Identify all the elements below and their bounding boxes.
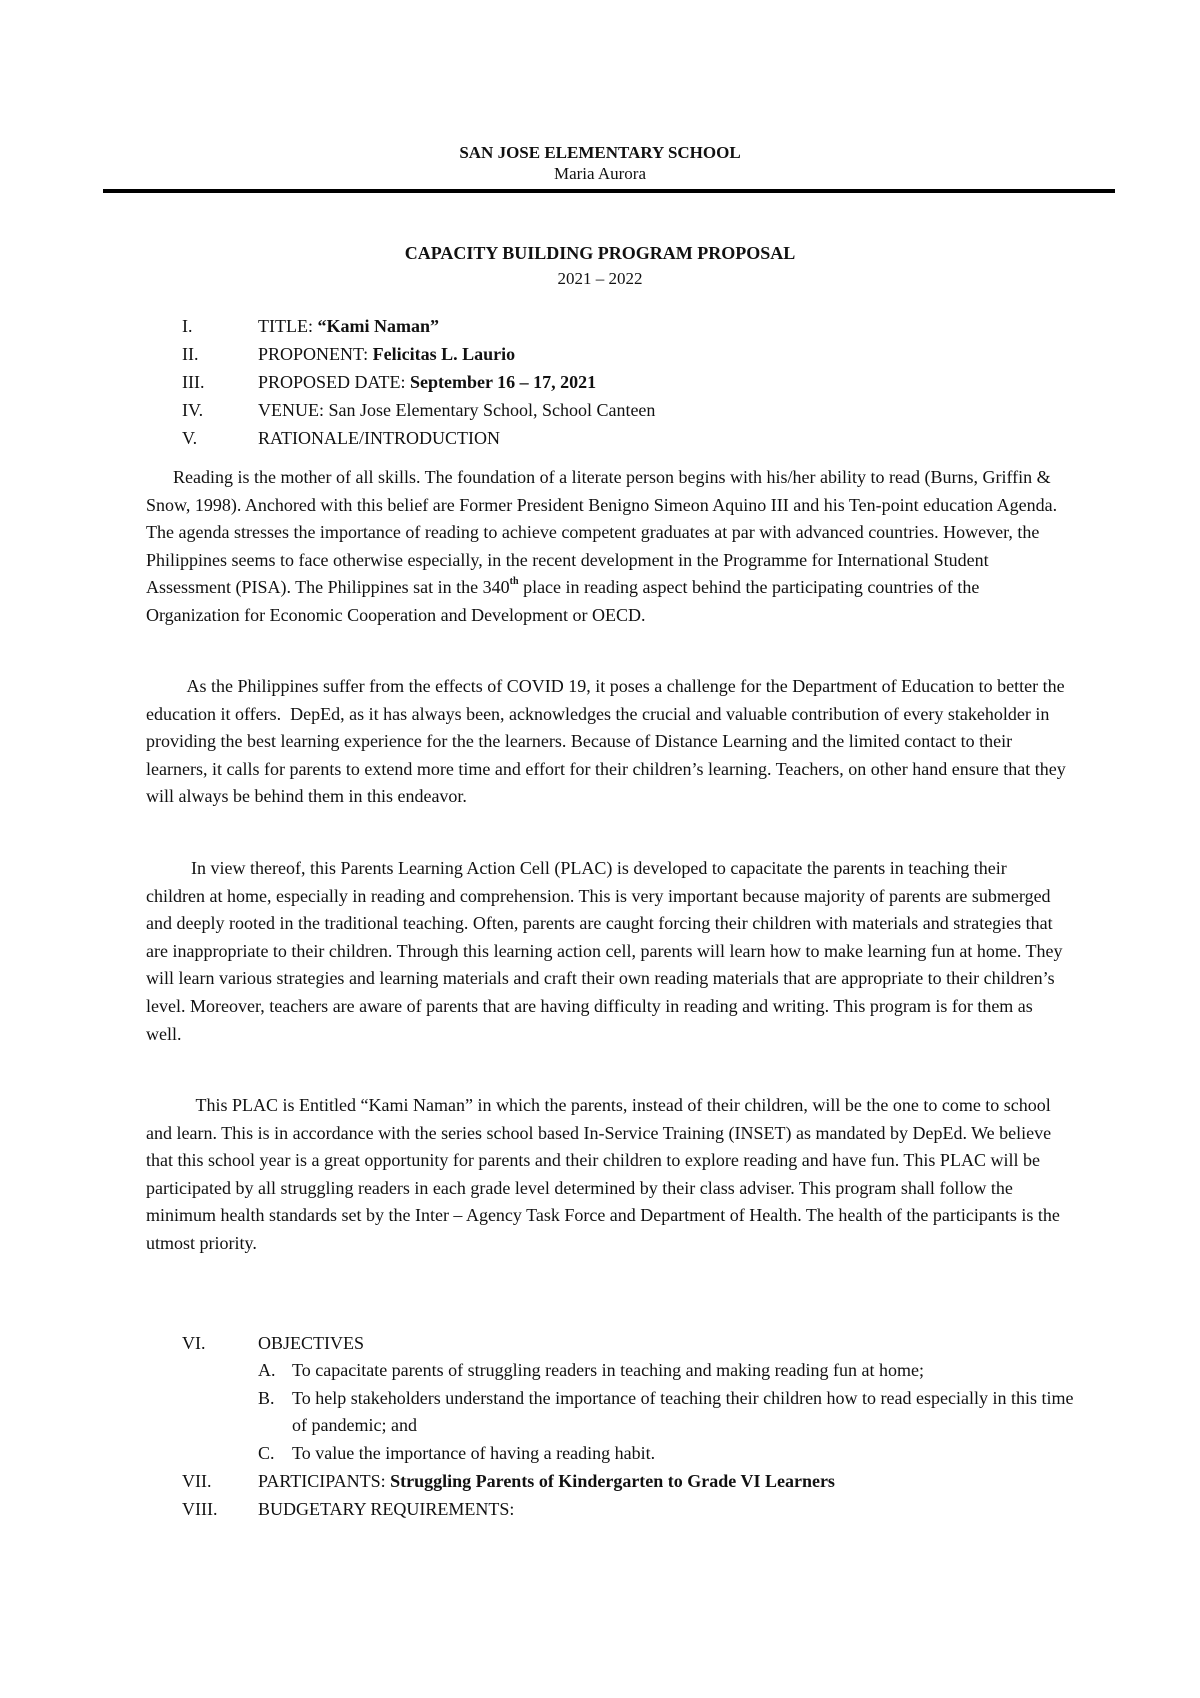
section-venue [182, 396, 655, 424]
school-name: SAN JOSE ELEMENTARY SCHOOL [459, 143, 741, 162]
section-number: VIII. [182, 1499, 218, 1520]
section-value: “Kami Naman” [317, 316, 439, 336]
paragraph-text: Reading is the mother of all skills. The foundation of a literate person begins with his/her ability to read (Burns, Griffin & Snow, 1998). Anchored with this belief are Former President Benigno Simeon Aquino III and his Ten-point education Agenda. The agenda stresses the importance of reading to achieve competent graduates at par with advanced countries. However, the Philippines seems to face otherwise especially, in the recent development in the Programme for International Student Assessment (PISA). The Philippines sat in the 340 [146, 467, 1062, 598]
objective-text: To help stakeholders understand the importance of teaching their children how to read especially in this time of pandemic; and [292, 1387, 1074, 1436]
section-participants [182, 1467, 1088, 1495]
section-number: I. [182, 316, 193, 336]
proposal-year: 2021 – 2022 [557, 269, 643, 288]
section-label: TITLE: [258, 316, 318, 336]
section-label: PROPONENT: [258, 344, 373, 364]
superscript: th [509, 576, 519, 588]
objective-letter: C. [258, 1442, 275, 1463]
section-label: VENUE: San Jose Elementary School, School Canteen [258, 400, 656, 420]
section-objectives [182, 1329, 1088, 1357]
objectives-section [182, 1329, 1088, 1523]
objective-item [258, 1357, 1088, 1385]
section-label: PARTICIPANTS: [258, 1471, 391, 1492]
objective-item [258, 1385, 1088, 1440]
objective-letter: B. [258, 1387, 275, 1408]
section-label: RATIONALE/INTRODUCTION [258, 428, 500, 448]
rationale-paragraph-1 [146, 464, 1066, 630]
section-proponent [182, 340, 655, 368]
section-number: VII. [182, 1471, 212, 1492]
objective-text: To value the importance of having a reading habit. [292, 1442, 656, 1463]
proposal-title: CAPACITY BUILDING PROGRAM PROPOSAL [404, 243, 796, 263]
section-label: BUDGETARY REQUIREMENTS: [258, 1499, 515, 1520]
paragraph-text: place in reading aspect behind the participating countries of the Organization for Economic Cooperation and Development or OECD. [146, 577, 984, 625]
section-number: VI. [182, 1333, 206, 1353]
section-proposed-date [182, 368, 655, 396]
objectives-list [258, 1357, 1088, 1467]
section-list [182, 312, 655, 452]
rationale-paragraph-4: This PLAC is Entitled “Kami Naman” in which the parents, instead of their children, will be the one to come to school and learn. This is in accordance with the series school based In-Service Training (INSET) as mandated by DepEd. We believe that this school year is a great opportunity for parents and their children to explore reading and have fun. This PLAC will be participated by all struggling readers in each grade level determined by their class adviser. This program shall follow the minimum health standards set by the Inter – Agency Task Force and Department of Health. The health of the participants is the utmost priority. [146, 1095, 1065, 1253]
section-value: Felicitas L. Laurio [372, 344, 516, 364]
section-label: PROPOSED DATE: [258, 372, 411, 392]
rationale-paragraph-2: As the Philippines suffer from the effects of COVID 19, it poses a challenge for the Department of Education to better the education it offers. DepEd, as it has always been, acknowledges the crucial and valuable contribution of every stakeholder in providing the best learning experience for the the learners. Because of Distance Learning and the limited contact to their learners, it calls for parents to extend more time and effort for their children’s learning. Teachers, on other hand ensure that they will always be behind them in this endeavor. [146, 676, 1071, 807]
school-location: Maria Aurora [553, 164, 647, 183]
header-divider [103, 189, 1115, 193]
objective-letter: A. [258, 1360, 276, 1380]
section-rationale [182, 424, 655, 452]
section-label: OBJECTIVES [258, 1333, 365, 1353]
section-number: V. [182, 428, 198, 448]
letterhead [0, 143, 1200, 184]
section-title [182, 312, 655, 340]
section-value: September 16 – 17, 2021 [410, 372, 597, 392]
section-value: Struggling Parents of Kindergarten to Grade VI Learners [390, 1471, 835, 1492]
section-number: III. [182, 372, 205, 392]
section-budget [182, 1495, 1088, 1523]
objective-item [258, 1440, 1088, 1468]
section-number: II. [182, 344, 199, 364]
objective-text: To capacitate parents of struggling readers in teaching and making reading fun at home; [292, 1360, 925, 1380]
rationale-paragraph-3: In view thereof, this Parents Learning Action Cell (PLAC) is developed to capacitate the parents in teaching their children at home, especially in reading and comprehension. This is very important because majority of parents are submerged and deeply rooted in the traditional teaching. Often, parents are caught forcing their children with materials and strategies that are inappropriate to their children. Through this learning action cell, parents will learn how to make learning fun at home. They will learn various strategies and learning materials and craft their own reading materials that are appropriate to their children’s level. Moreover, teachers are aware of parents that are having difficulty in reading and writing. This program is for them as well. [146, 858, 1068, 1044]
proposal-heading [0, 242, 1200, 290]
section-number: IV. [182, 400, 204, 420]
